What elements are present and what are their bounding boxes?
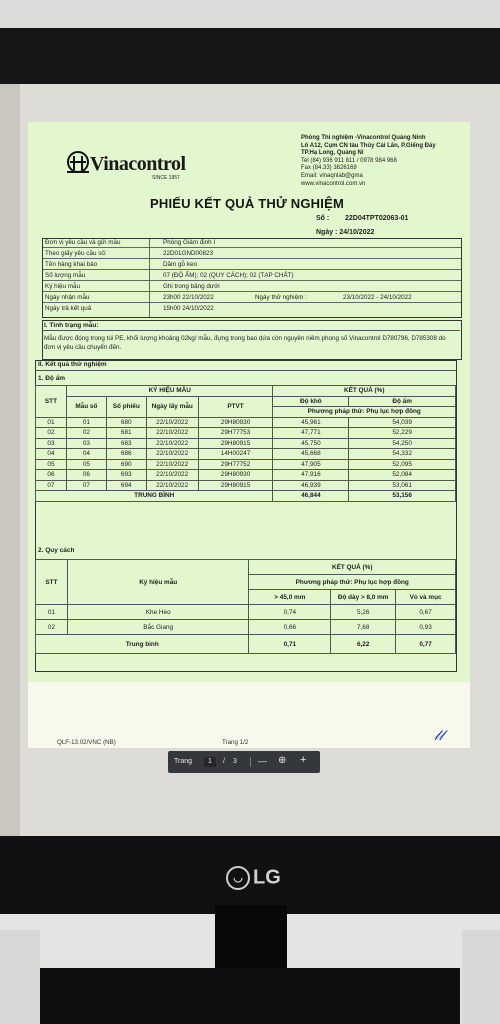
- info-row: [43, 239, 461, 248]
- info-value: 15h00 24/10/2022: [163, 305, 214, 312]
- cell: 22/10/2022: [146, 438, 198, 449]
- cell: 690: [106, 459, 146, 470]
- cell: 04: [36, 449, 67, 460]
- cell: 22/10/2022: [146, 449, 198, 460]
- cell: Khe Hèo: [67, 605, 249, 620]
- info-key: Theo giấy yêu cầu số:: [45, 250, 107, 257]
- table-row: [36, 428, 456, 439]
- cell: 29H80930: [198, 417, 273, 428]
- cell: 29H80930: [198, 470, 273, 481]
- divider: [35, 370, 456, 371]
- monitor-brand: [226, 866, 286, 892]
- address-line: Phòng Thí nghiệm -Vinacontrol Quảng Ninh: [301, 135, 426, 141]
- brand-since: SINCE 1957: [152, 175, 180, 181]
- col-header-slip-no: Số phiếu: [106, 396, 146, 417]
- size-table: [35, 559, 456, 654]
- cell: 02: [66, 428, 106, 439]
- signature: 𝓁𝓁: [434, 727, 444, 743]
- cell: 45,750: [273, 438, 349, 449]
- address-line: Lô A12, Cụm CN tàu Thủy Cái Lân, P.Giếng Đáy: [301, 142, 436, 149]
- table-row: [36, 438, 456, 449]
- col-header-vehicle: PTVT: [198, 396, 273, 417]
- cell: 0,66: [249, 620, 331, 635]
- cell: 53,061: [349, 480, 456, 491]
- info-value: Ghi trong bảng dưới: [163, 283, 220, 290]
- test-date-value: 23/10/2022 - 24/10/2022: [343, 294, 412, 301]
- table-row: [36, 417, 456, 428]
- col-header-dryness: Độ khô: [273, 396, 349, 407]
- pdf-page-toolbar: [168, 751, 320, 773]
- cell: 01: [36, 605, 68, 620]
- col-header-stt: STT: [36, 560, 68, 605]
- average-value: 6,22: [331, 635, 396, 654]
- desk: [0, 930, 40, 1024]
- info-key: Ngày trả kết quả: [45, 305, 92, 312]
- table-row: [36, 449, 456, 460]
- info-value: 23h00 22/10/2022: [163, 294, 214, 301]
- cell: 0,74: [249, 605, 331, 620]
- info-row: [43, 305, 461, 313]
- cell: 54,332: [349, 449, 456, 460]
- col-header-sample: Ký hiệu mẫu: [67, 560, 249, 605]
- screen-shadow: [0, 84, 20, 836]
- info-row: [43, 272, 461, 281]
- cell: 693: [106, 470, 146, 481]
- average-value: 0,77: [396, 635, 456, 654]
- cell: 02: [36, 620, 68, 635]
- col-header-method: Phương pháp thử: Phụ lục hợp đồng: [273, 407, 456, 418]
- address-line: Fax (84.33) 3826169: [301, 165, 357, 172]
- info-value: Dăm gỗ keo: [163, 261, 197, 268]
- cell: Bắc Giang: [67, 620, 249, 635]
- average-label: TRUNG BÌNH: [36, 491, 273, 502]
- col-header-sample-no: Mẫu số: [66, 396, 106, 417]
- cell: 22/10/2022: [146, 459, 198, 470]
- monitor-brand-text: LG: [253, 866, 281, 889]
- cell: 47,771: [273, 428, 349, 439]
- cell: 03: [66, 438, 106, 449]
- col-header-result: KẾT QUẢ (%): [249, 560, 456, 575]
- cell: 54,250: [349, 438, 456, 449]
- lab-address: [301, 135, 471, 188]
- form-code: QLF-13.02/VNC (NB): [57, 739, 116, 746]
- wall: [0, 0, 500, 30]
- average-value: 0,71: [249, 635, 331, 654]
- info-key: Số lượng mẫu: [45, 272, 86, 279]
- col-header-thickness: Độ dày > 8,0 mm: [331, 590, 396, 605]
- cell: 01: [66, 417, 106, 428]
- cell: 06: [66, 470, 106, 481]
- cell: 683: [106, 438, 146, 449]
- cell: 01: [36, 417, 67, 428]
- pager-total: 3: [233, 758, 237, 765]
- desk: [462, 930, 500, 1024]
- cell: 05: [36, 459, 67, 470]
- monitor-top-bezel: [0, 28, 500, 84]
- moisture-title: 1. Độ ẩm: [38, 375, 66, 382]
- average-row: [36, 635, 456, 654]
- cell: 22/10/2022: [146, 417, 198, 428]
- doc-date: Ngày : 24/10/2022: [316, 229, 375, 236]
- doc-number-value: 22D04TPT02063-01: [345, 215, 409, 222]
- info-row: [43, 250, 461, 259]
- info-key: Ký hiệu mẫu: [45, 283, 81, 290]
- cell: 694: [106, 480, 146, 491]
- col-header-sample: KÝ HIỆU MẪU: [66, 386, 273, 397]
- cell: 05: [66, 459, 106, 470]
- cell: 22/10/2022: [146, 480, 198, 491]
- monitor-stand-neck: [215, 905, 287, 975]
- cell: 22/10/2022: [146, 470, 198, 481]
- info-key: Ngày nhận mẫu: [45, 294, 90, 301]
- cell: 47,916: [273, 470, 349, 481]
- cell: 45,961: [273, 417, 349, 428]
- cell: 29H77753: [198, 428, 273, 439]
- cell: 29H80915: [198, 480, 273, 491]
- col-header-bark: Vỏ và mục: [396, 590, 456, 605]
- cell: 5,26: [331, 605, 396, 620]
- cell: 7,68: [331, 620, 396, 635]
- table-row: [36, 470, 456, 481]
- info-row: [43, 294, 461, 303]
- document-title: PHIẾU KẾT QUẢ THỬ NGHIỆM: [150, 196, 344, 211]
- cell: 686: [106, 449, 146, 460]
- table-row: [36, 459, 456, 470]
- cell: 29H80915: [198, 438, 273, 449]
- doc-number-label: Số :: [316, 215, 330, 222]
- table-row: [36, 480, 456, 491]
- info-value: 07 (ĐỘ ẨM); 02 (QUY CÁCH); 02 (TẠP CHẤT): [163, 272, 294, 279]
- cell: 45,668: [273, 449, 349, 460]
- cell: 680: [106, 417, 146, 428]
- table-row: [36, 620, 456, 635]
- info-key: Đơn vị yêu cầu và gửi mẫu: [45, 239, 121, 246]
- cell: 52,095: [349, 459, 456, 470]
- cell: 04: [66, 449, 106, 460]
- info-key: Tên hàng khai báo: [45, 261, 98, 268]
- info-box: [42, 238, 462, 318]
- col-header-moisture: Độ ẩm: [349, 396, 456, 407]
- zoom-out-button[interactable]: —: [258, 756, 267, 766]
- cell: 0,93: [396, 620, 456, 635]
- brand-name: Vinacontrol: [90, 153, 186, 175]
- cell: 52,229: [349, 428, 456, 439]
- info-value: 22D01GND00823: [163, 250, 214, 257]
- cell: 46,939: [273, 480, 349, 491]
- lg-logo-icon: ◡: [226, 866, 250, 890]
- address-line: TP.Hạ Long, Quảng Ni: [301, 150, 364, 157]
- info-row: [43, 261, 461, 270]
- info-row: [43, 283, 461, 292]
- col-header-oversize: > 45,0 mm: [249, 590, 331, 605]
- divider: [42, 330, 460, 331]
- col-header-method: Phương pháp thử: Phụ lục hợp đồng: [249, 575, 456, 590]
- cell: 22/10/2022: [146, 428, 198, 439]
- address-line: Email: vinaqnlab@gma: [301, 172, 363, 179]
- cell: 07: [36, 480, 67, 491]
- cell: 0,67: [396, 605, 456, 620]
- test-date-label: Ngày thử nghiệm :: [255, 294, 307, 301]
- cell: 47,905: [273, 459, 349, 470]
- sample-condition-title: I. Tình trạng mẫu:: [44, 322, 99, 329]
- pager-separator: /: [223, 758, 225, 765]
- average-moisture: 53,156: [349, 491, 456, 502]
- cell: 29H77752: [198, 459, 273, 470]
- pager-divider: [250, 757, 251, 767]
- col-header-result: KẾT QUẢ (%): [273, 386, 456, 397]
- address-line: www.vinacontrol.com.vn: [301, 180, 366, 187]
- cell: 681: [106, 428, 146, 439]
- cell: 03: [36, 438, 67, 449]
- size-title: 2. Quy cách: [38, 547, 75, 554]
- col-header-sample-date: Ngày lấy mẫu: [146, 396, 198, 417]
- zoom-in-button[interactable]: +: [300, 754, 307, 766]
- cell: 54,039: [349, 417, 456, 428]
- col-header-stt: STT: [36, 386, 67, 418]
- cell: 02: [36, 428, 67, 439]
- cell: 07: [66, 480, 106, 491]
- average-dryness: 46,844: [273, 491, 349, 502]
- pager-label: Trang: [174, 758, 193, 765]
- address-line: Tel (84) 936 911 811 / 0978 984 968: [301, 157, 397, 164]
- monitor-stand-base: [40, 968, 460, 1024]
- average-row: [36, 491, 456, 502]
- page-indicator: Trang 1/2: [222, 739, 249, 746]
- sample-condition-text: Mẫu được đóng trong túi PE, khối lượng khoảng 02kg/ mẫu, đựng trong bao dứa còn nguyên niêm phong số Vinacontrol D780796, D785308 do đơn vị yêu cầu chuyển đến.: [44, 335, 446, 351]
- page-number-input[interactable]: 1: [204, 757, 216, 767]
- moisture-table: [35, 385, 456, 502]
- results-title: II. Kết quả thử nghiệm: [38, 361, 107, 368]
- average-label: Trung bình: [36, 635, 249, 654]
- zoom-icon[interactable]: ⊕: [278, 755, 287, 766]
- info-value: Phòng Giám định I: [163, 239, 216, 246]
- cell: 06: [36, 470, 67, 481]
- cell: 52,084: [349, 470, 456, 481]
- cell: 14H00247: [198, 449, 273, 460]
- table-row: [36, 605, 456, 620]
